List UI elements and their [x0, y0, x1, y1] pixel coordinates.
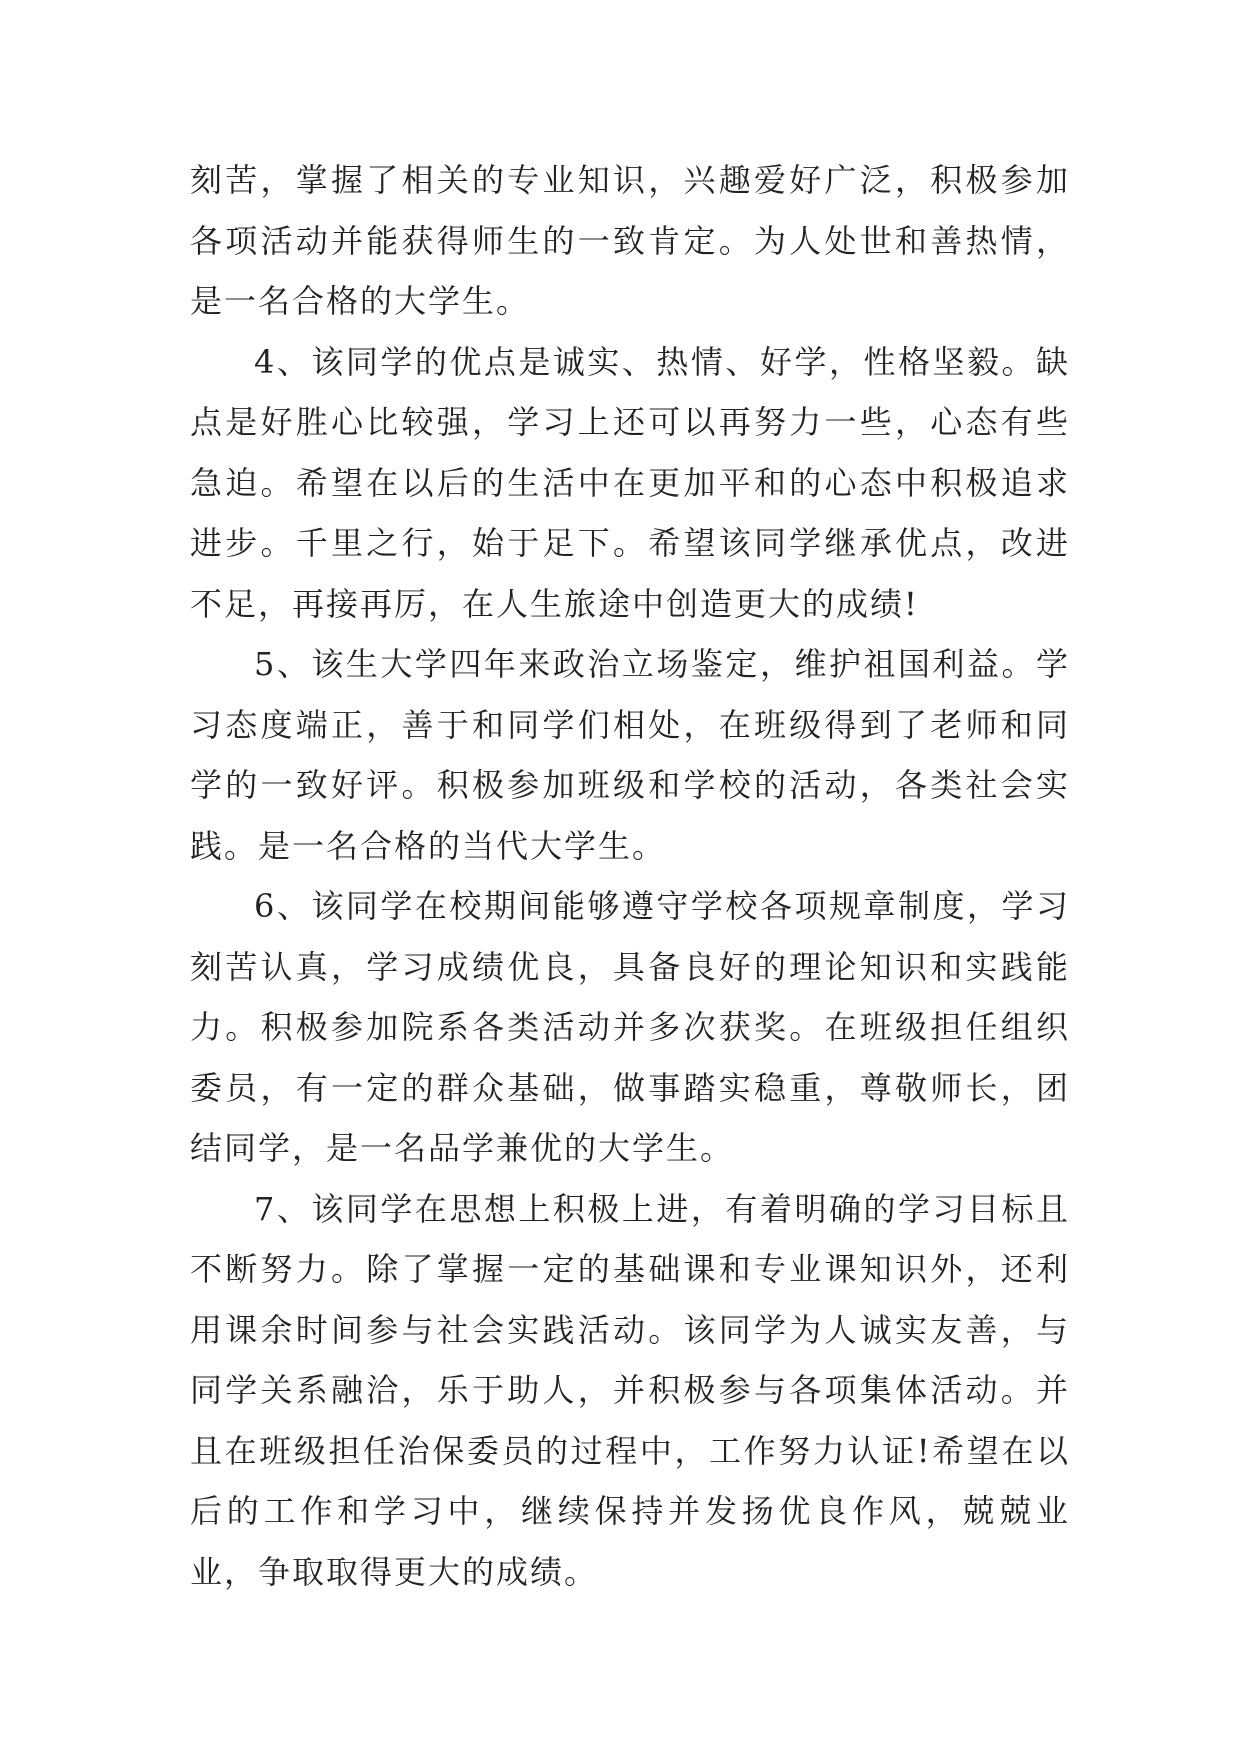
paragraph-continuation: 刻苦，掌握了相关的专业知识，兴趣爱好广泛，积极参加各项活动并能获得师生的一致肯定。为人处世和善热情，是一名合格的大学生。 [190, 161, 1070, 320]
paragraph-item-7: 7、该同学在思想上积极上进，有着明确的学习目标且不断努力。除了掌握一定的基础课和专业课知识外，还利用课余时间参与社会实践活动。该同学为人诚实友善，与同学关系融洽，乐于助人，并积极参与各项集体活动。并且在班级担任治保委员的过程中，工作努力认证!希望在以后的工作和学习中，继续保持并发扬优良作风，兢兢业业，争取取得更大的成绩。 [190, 1189, 1070, 1591]
paragraph-item-5: 5、该生大学四年来政治立场鉴定，维护祖国利益。学习态度端正，善于和同学们相处，在班级得到了老师和同学的一致好评。积极参加班级和学校的活动，各类社会实践。是一名合格的当代大学生。 [190, 645, 1070, 865]
paragraph-item-4: 4、该同学的优点是诚实、热情、好学，性格坚毅。缺点是好胜心比较强，学习上还可以再努力一些，心态有些急迫。希望在以后的生活中在更加平和的心态中积极追求进步。千里之行，始于足下。希望该同学继承优点，改进不足，再接再厉，在人生旅途中创造更大的成绩! [190, 342, 1070, 623]
paragraph-item-6: 6、该同学在校期间能够遵守学校各项规章制度，学习刻苦认真，学习成绩优良，具备良好的理论知识和实践能力。积极参加院系各类活动并多次获奖。在班级担任组织委员，有一定的群众基础，做事踏实稳重，尊敬师长，团结同学，是一名品学兼优的大学生。 [190, 887, 1070, 1167]
document-body [190, 150, 1070, 1602]
